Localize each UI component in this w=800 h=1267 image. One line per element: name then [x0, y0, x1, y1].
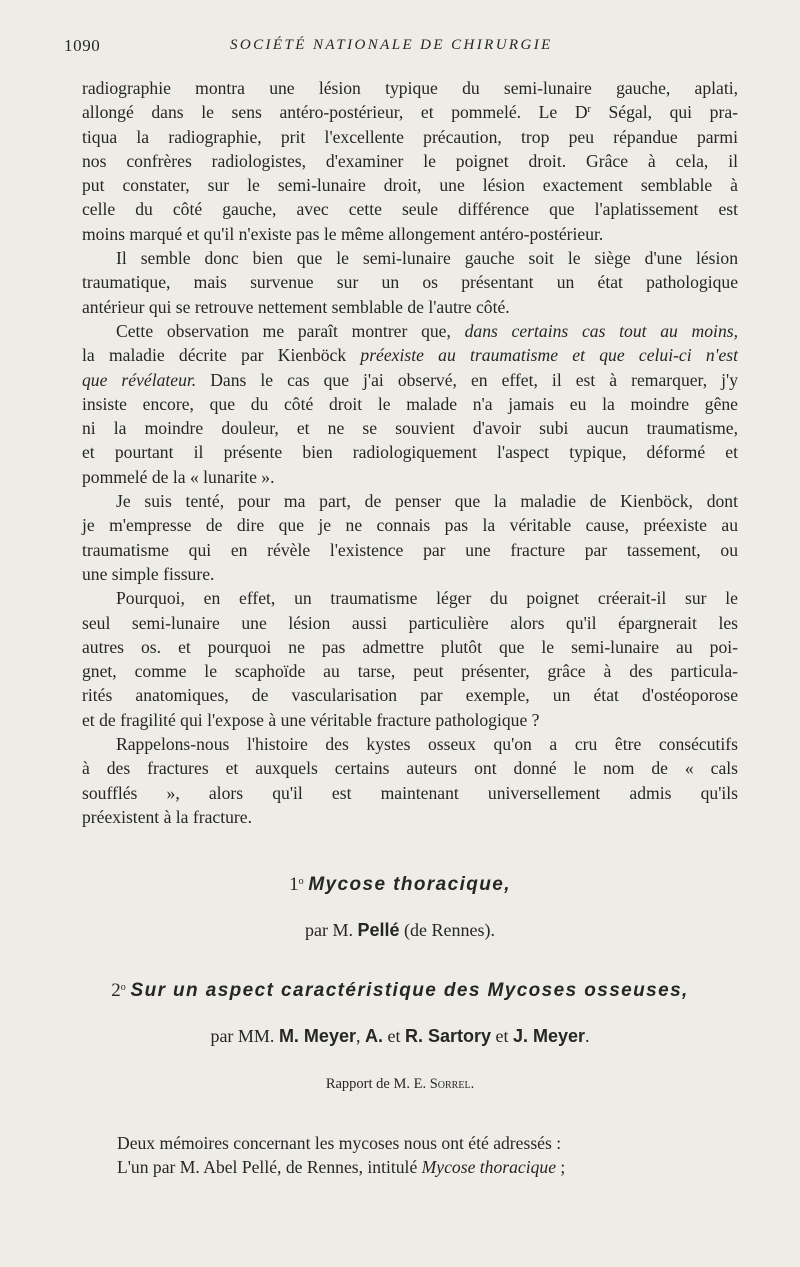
text-line: la maladie décrite par Kienböck préexiste au traumatisme et que celui-ci n'est — [82, 345, 738, 366]
text-line: traumatisme qui en révèle l'existence par une fracture par tassement, ou — [82, 539, 738, 560]
text-line: Je suis tenté, pour ma part, de penser que la maladie de Kienböck, dont — [116, 491, 738, 512]
text-line: Cette observation me paraît montrer que, dans certains cas tout au moins, — [116, 320, 738, 341]
text-line: Rappelons-nous l'histoire des kystes osseux qu'on a cru être consécutifs — [116, 734, 738, 755]
section1-byline: par M. Pellé (de Rennes). — [305, 920, 495, 940]
text-line: tiqua la radiographie, prit l'excellente précaution, trop peu répandue parmi — [82, 126, 738, 147]
text-line: traumatique, mais survenue sur un os présentant un état pathologique — [82, 272, 738, 293]
text-line: radiographie montra une lésion typique du semi-lunaire gauche, aplati, — [82, 78, 738, 98]
report-attribution: Rapport de M. E. Sorrel. — [325, 1076, 475, 1092]
text-line: et de fragilité qui l'expose à une véritable fracture pathologique ? — [82, 709, 540, 730]
text-line: ni la moindre douleur, et ne se souvient d'avoir subi aucun traumatisme, — [82, 418, 738, 439]
text-line: Il semble donc bien que le semi-lunaire gauche soit le siège d'une lésion — [116, 248, 738, 269]
text-line: je m'empresse de dire que je ne connais pas la véritable cause, préexiste au — [82, 515, 738, 536]
text-line: seul semi-lunaire une lésion aussi particulière alors qu'il épargnerait les — [82, 612, 738, 633]
text-line: nos confrères radiologistes, d'examiner le poignet droit. Grâce à cela, il — [82, 150, 738, 171]
text-line: soufflés », alors qu'il est maintenant universellement admis qu'ils — [82, 782, 738, 803]
text-line: celle du côté gauche, avec cette seule différence que l'aplatissement est — [82, 199, 738, 220]
running-title: SOCIÉTÉ NATIONALE DE CHIRURGIE — [230, 37, 553, 53]
text-line: antérieur qui se retrouve nettement semblable de l'autre côté. — [82, 296, 510, 317]
text-line: allongé dans le sens antéro-postérieur, et pommelé. Le $D^r$ Ségal, qui pra- — [82, 102, 738, 123]
text-line: Pourquoi, en effet, un traumatisme léger du poignet créerait-il sur le — [116, 588, 738, 609]
closing-paragraph — [117, 1131, 667, 1180]
text-line: put constater, sur le semi-lunaire droit, une lésion exactement semblable à — [82, 175, 738, 196]
text-line: insiste encore, que du côté droit le malade n'a jamais eu la moindre gêne — [82, 393, 738, 414]
text-line: à des fractures et auxquels certains auteurs ont donné le nom de « cals — [82, 758, 738, 779]
text-line: et pourtant il présente bien radiologiquement l'aspect typique, déformé et — [82, 442, 738, 463]
text-line: que révélateur. Dans le cas que j'ai observé, en effet, il est à remarquer, j'y — [82, 369, 738, 390]
text-line: gnet, comme le scaphoïde au tarse, peut présenter, grâce à des particula- — [82, 661, 738, 682]
running-head — [64, 36, 754, 60]
section2-title: 2$^o$ Sur un aspect caractéristique des Mycoses osseuses, — [111, 980, 689, 1001]
section2-byline: par MM. M. Meyer, A. et R. Sartory et J. Meyer. — [210, 1026, 590, 1046]
text-line: rités anatomiques, de vascularisation par exemple, un état d'ostéoporose — [82, 685, 738, 706]
page-number: 1090 — [64, 36, 101, 55]
text-line: une simple fissure. — [82, 563, 215, 584]
body-text — [82, 76, 738, 829]
text-line: préexistent à la fracture. — [82, 806, 252, 827]
text-line: L'un par M. Abel Pellé, de Rennes, intitulé Mycose thoracique ; — [117, 1157, 566, 1178]
text-line: Deux mémoires concernant les mycoses nous ont été adressés : — [117, 1133, 562, 1153]
section1-title: 1$^o$ Mycose thoracique, — [289, 874, 511, 895]
text-line: moins marqué et qu'il n'existe pas le même allongement antéro-postérieur. — [82, 223, 604, 244]
text-line: autres os. et pourquoi ne pas admettre plutôt que le semi-lunaire au poi- — [82, 636, 738, 657]
text-line: pommelé de la « lunarite ». — [82, 466, 275, 487]
